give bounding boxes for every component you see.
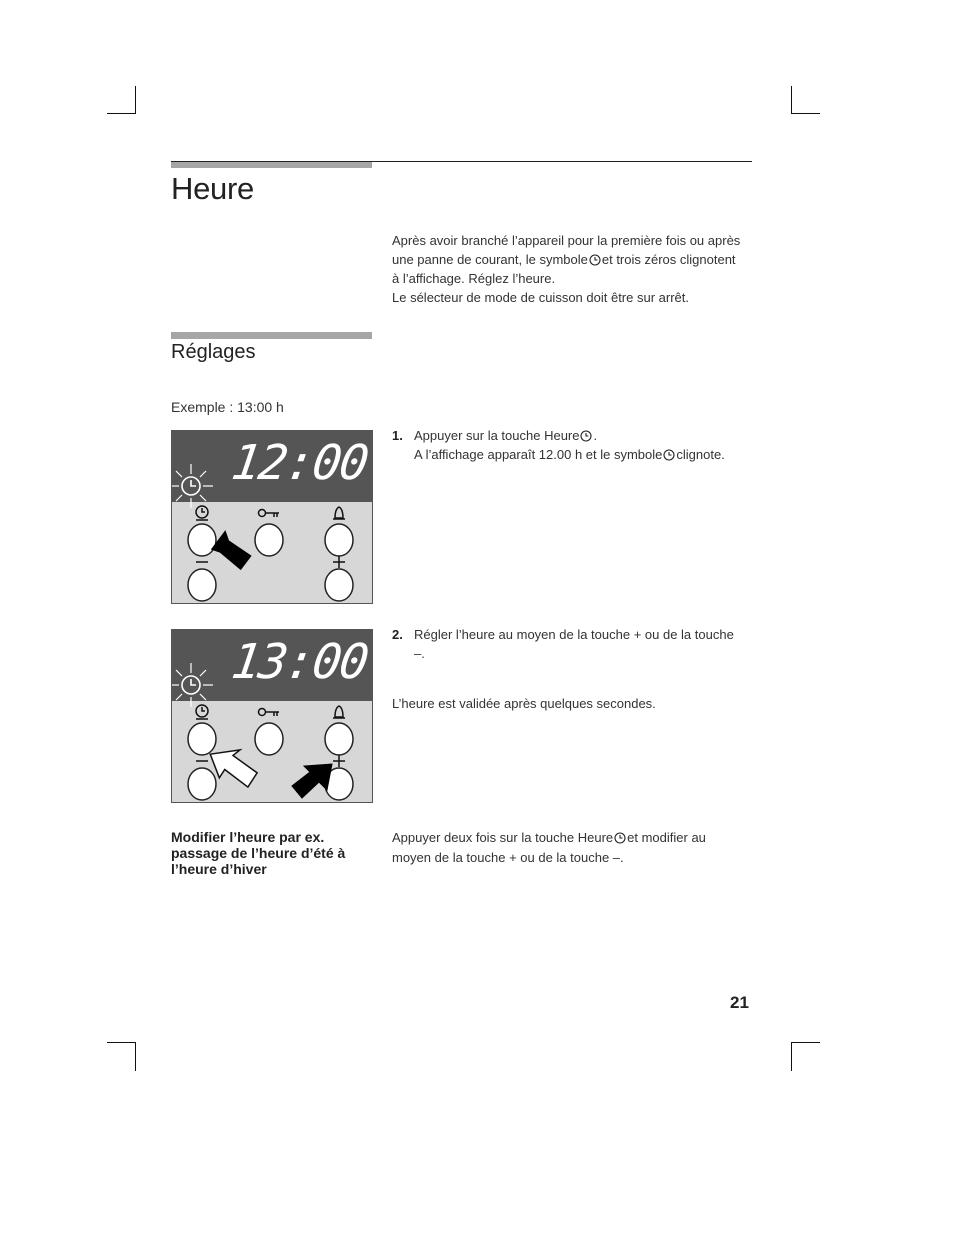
clock-icon	[614, 832, 626, 844]
example-label: Exemple : 13:00 h	[171, 399, 284, 415]
crop-mark-top-left-h	[107, 113, 136, 114]
display-digits: 12:00	[228, 435, 371, 491]
modify-heading: Modifier l’heure par ex. passage de l’heure d’été à l’heure d’hiver	[171, 829, 346, 877]
step-1-line-2: A l’affichage apparaît 12.00 h et le symbole clignote.	[414, 447, 725, 462]
panel-2-drawing	[172, 630, 372, 802]
arrow-icon	[210, 745, 259, 793]
buttons-row-2	[188, 569, 353, 601]
step-2-note: L’heure est validée après quelques secondes.	[392, 696, 656, 711]
step-2-number: 2.	[392, 627, 403, 642]
modify-paragraph	[392, 828, 754, 868]
step-2-line-1: Régler l’heure au moyen de la touche + ou de la touche	[414, 627, 734, 642]
crop-mark-top-left-v	[135, 86, 136, 114]
intro-paragraph	[392, 231, 754, 307]
crop-mark-bottom-left-h	[107, 1042, 136, 1043]
oven-panel-1	[171, 430, 373, 604]
arrow-icon	[292, 764, 332, 798]
section-title: Réglages	[171, 341, 256, 363]
intro-line-3: à l’affichage. Réglez l’heure.	[392, 271, 556, 286]
buttons-row-1	[188, 524, 353, 556]
intro-line-2: une panne de courant, le symbole et trois zéros clignotent	[392, 252, 736, 267]
section-gray-bar	[171, 332, 372, 339]
modify-line-2: moyen de la touche + ou de la touche –.	[392, 850, 624, 865]
bell-icon	[333, 706, 345, 718]
clock-icon	[580, 430, 592, 442]
oven-panel-2	[171, 629, 373, 803]
modify-line-1: Appuyer deux fois sur la touche Heure et modifier au	[392, 830, 706, 845]
display-digits: 13:00	[228, 634, 371, 690]
blinking-clock-icon	[172, 464, 213, 508]
key-icon	[259, 510, 280, 518]
crop-mark-bottom-left-v	[135, 1042, 136, 1071]
clock-icon	[196, 506, 208, 520]
clock-icon	[663, 449, 675, 461]
key-icon	[259, 709, 280, 717]
step-2	[392, 625, 754, 663]
step-1-line-1: Appuyer sur la touche Heure .	[414, 428, 598, 443]
plus-icon	[333, 755, 345, 767]
buttons-row-1	[188, 723, 353, 755]
crop-mark-bottom-right-h	[791, 1042, 820, 1043]
clock-icon	[589, 254, 601, 266]
crop-mark-top-right-h	[791, 113, 820, 114]
step-1	[392, 426, 754, 464]
page-number: 21	[730, 993, 749, 1012]
page-title: Heure	[171, 171, 254, 206]
title-gray-bar	[171, 161, 372, 168]
title-rule	[171, 161, 752, 162]
intro-line-1: Après avoir branché l’appareil pour la première fois ou après	[392, 233, 741, 248]
clock-icon	[196, 705, 208, 719]
crop-mark-top-right-v	[791, 86, 792, 114]
intro-line-4: Le sélecteur de mode de cuisson doit être sur arrêt.	[392, 290, 689, 305]
step-2-line-2: –.	[414, 646, 425, 661]
bell-icon	[333, 507, 345, 519]
step-1-number: 1.	[392, 428, 403, 443]
blinking-clock-icon	[172, 663, 213, 707]
plus-icon	[333, 556, 345, 568]
crop-mark-bottom-right-v	[791, 1042, 792, 1071]
panel-1-drawing	[172, 431, 372, 603]
